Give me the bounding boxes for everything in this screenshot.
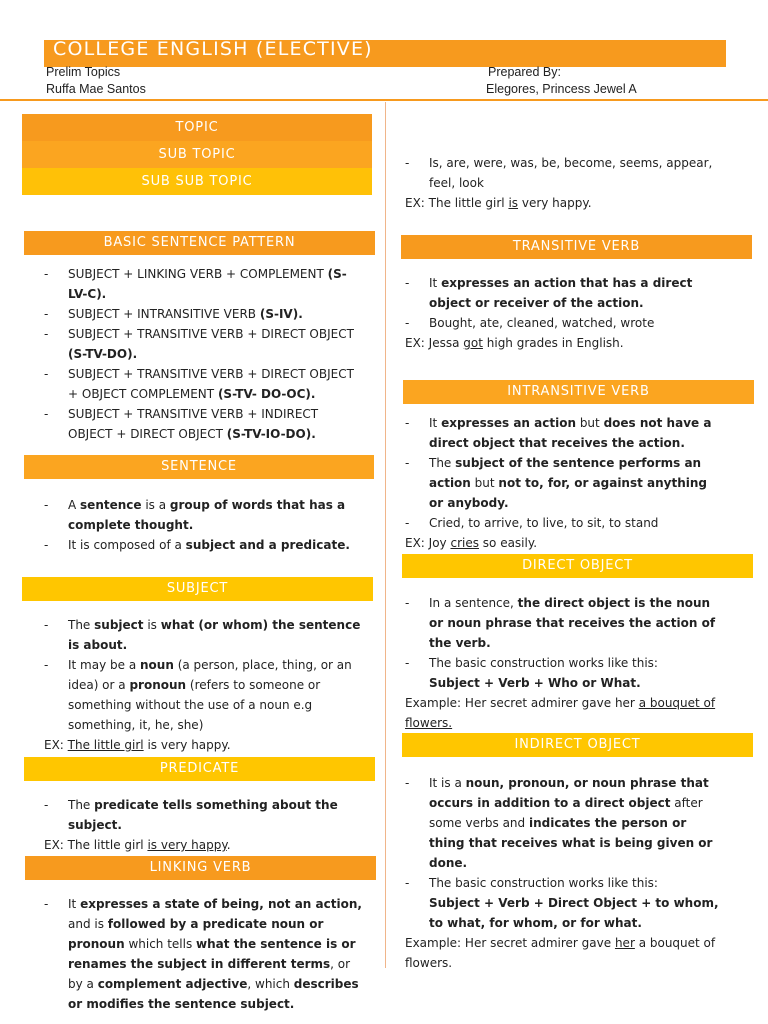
transitive-verb-content <box>405 273 715 353</box>
linking-verb-content-part2 <box>405 153 725 213</box>
linking-verb-heading: LINKING VERB <box>25 856 376 880</box>
transitive-verb-example: EX: Jessa got high grades in English. <box>405 336 624 350</box>
list-item: - It expresses an action that has a direct object or receiver of the action. <box>405 273 715 313</box>
list-item: - SUBJECT + TRANSITIVE VERB + INDIRECT OBJECT + DIRECT OBJECT (S-TV-IO-DO). <box>44 404 364 444</box>
prepared-by-label: Prepared By: <box>488 65 561 79</box>
predicate-heading: PREDICATE <box>24 757 375 781</box>
predicate-content <box>44 795 364 855</box>
predicate-example: EX: The little girl is very happy. <box>44 838 231 852</box>
list-item: - It may be a noun (a person, place, thing, or an idea) or a pronoun (refers to someone or something without the use of a noun e.g something, it, he, she) <box>44 655 366 735</box>
prelim-topics-label: Prelim Topics <box>46 65 121 79</box>
list-item: - Is, are, were, was, be, become, seems, appear, feel, look <box>405 153 725 193</box>
basic-sentence-pattern-list <box>44 264 364 444</box>
intransitive-verb-example: EX: Joy cries so easily. <box>405 536 538 550</box>
indirect-object-example: Example: Her secret admirer gave her a bouquet of flowers. <box>405 936 716 970</box>
list-item: - A sentence is a group of words that has a complete thought. <box>44 495 364 535</box>
indirect-object-heading: INDIRECT OBJECT <box>402 733 753 757</box>
list-item: - SUBJECT + TRANSITIVE VERB + DIRECT OBJECT (S-TV-DO). <box>44 324 364 364</box>
subject-content <box>44 615 366 755</box>
list-item: - In a sentence, the direct object is the noun or noun phrase that receives the action of the verb. <box>405 593 725 653</box>
linking-verb-content-part1 <box>44 894 366 1014</box>
legend-topic: TOPIC <box>22 114 372 141</box>
sentence-heading: SENTENCE <box>24 455 374 479</box>
list-item: - It is a noun, pronoun, or noun phrase that occurs in addition to a direct object after some verbs and indicates the person or thing that receives what is being given or done. <box>405 773 725 873</box>
list-item: - It expresses a state of being, not an action, and is followed by a predicate noun or pronoun which tells what the sentence is or renames the subject in different terms, or by a complement adjective, which describes or modifies the sentence subject. <box>44 894 366 1014</box>
direct-object-content <box>405 593 725 733</box>
header-divider <box>0 99 768 101</box>
basic-sentence-pattern-heading: BASIC SENTENCE PATTERN <box>24 231 375 255</box>
linking-verb-example: EX: The little girl is very happy. <box>405 196 592 210</box>
page-title: COLLEGE ENGLISH (ELECTIVE) <box>53 38 373 60</box>
list-item: - SUBJECT + INTRANSITIVE VERB (S-IV). <box>44 304 364 324</box>
sentence-content <box>44 495 364 555</box>
indirect-object-content <box>405 773 725 973</box>
student-name: Ruffa Mae Santos <box>46 82 146 96</box>
intransitive-verb-heading: INTRANSITIVE VERB <box>403 380 754 404</box>
list-item: - The predicate tells something about the subject. <box>44 795 364 835</box>
legend-sub-sub-topic: SUB SUB TOPIC <box>22 168 372 195</box>
subject-example: EX: The little girl is very happy. <box>44 738 231 752</box>
list-item: - The basic construction works like this: Subject + Verb + Who or What. <box>405 653 725 693</box>
preparer-name: Elegores, Princess Jewel A <box>486 82 637 96</box>
direct-object-heading: DIRECT OBJECT <box>402 554 753 578</box>
list-item: - SUBJECT + TRANSITIVE VERB + DIRECT OBJECT + OBJECT COMPLEMENT (S-TV- DO-OC). <box>44 364 364 404</box>
column-divider <box>385 102 386 968</box>
transitive-verb-heading: TRANSITIVE VERB <box>401 235 752 259</box>
list-item: - SUBJECT + LINKING VERB + COMPLEMENT (S-LV-C). <box>44 264 364 304</box>
list-item: - The subject of the sentence performs an action but not to, for, or against anything or anybody. <box>405 453 725 513</box>
direct-object-example: Example: Her secret admirer gave her a bouquet of flowers. <box>405 696 716 730</box>
list-item: - The subject is what (or whom) the sentence is about. <box>44 615 366 655</box>
list-item: - Bought, ate, cleaned, watched, wrote <box>405 313 715 333</box>
list-item: - The basic construction works like this: Subject + Verb + Direct Object + to whom, to what, for whom, or for what. <box>405 873 725 933</box>
subject-heading: SUBJECT <box>22 577 373 601</box>
list-item: - It is composed of a subject and a predicate. <box>44 535 364 555</box>
list-item: - It expresses an action but does not have a direct object that receives the action. <box>405 413 725 453</box>
legend-sub-topic: SUB TOPIC <box>22 141 372 168</box>
intransitive-verb-content <box>405 413 725 553</box>
list-item: - Cried, to arrive, to live, to sit, to stand <box>405 513 725 533</box>
